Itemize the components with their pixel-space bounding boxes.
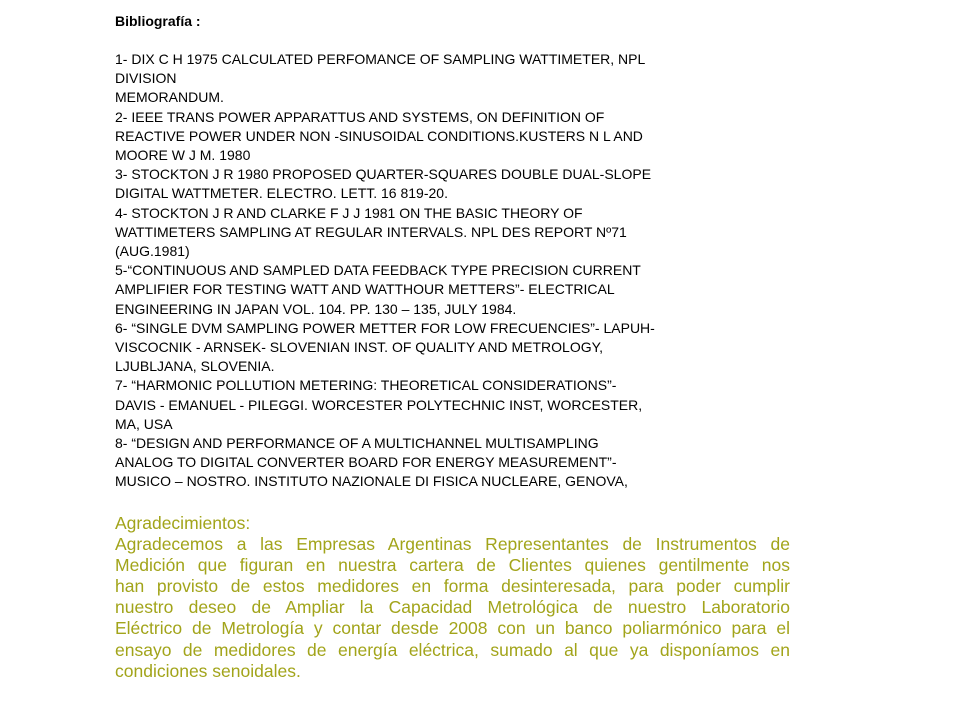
bibliography-line: REACTIVE POWER UNDER NON -SINUSOIDAL CONDITIONS.KUSTERS N L AND xyxy=(115,127,643,144)
bibliography-line: MEMORANDUM. xyxy=(115,89,224,106)
bibliography-title: Bibliografía : xyxy=(115,13,201,29)
bibliography-line: 7- “HARMONIC POLLUTION METERING: THEORETICAL CONSIDERATIONS”- xyxy=(115,377,617,394)
acknowledgements-line: condiciones senoidales. xyxy=(115,660,301,681)
bibliography-line: 2- IEEE TRANS POWER APPARATTUS AND SYSTEMS, ON DEFINITION OF xyxy=(115,108,605,125)
bibliography-line: 4- STOCKTON J R AND CLARKE F J J 1981 ON THE BASIC THEORY OF xyxy=(115,204,583,221)
bibliography-line: 5-“CONTINUOUS AND SAMPLED DATA FEEDBACK TYPE PRECISION CURRENT xyxy=(115,262,641,279)
acknowledgements-line: Medición que figuran en nuestra cartera de Clientes quienes gentilmente nos xyxy=(115,554,790,575)
bibliography-line: LJUBLJANA, SLOVENIA. xyxy=(115,358,275,375)
bibliography-line: (AUG.1981) xyxy=(115,243,190,260)
acknowledgements-line: Agradecemos a las Empresas Argentinas Representantes de Instrumentos de xyxy=(115,533,790,554)
bibliography-line: DIGITAL WATTMETER. ELECTRO. LETT. 16 819-20. xyxy=(115,185,448,202)
bibliography-line: ENGINEERING IN JAPAN VOL. 104. PP. 130 – 135, JULY 1984. xyxy=(115,300,517,317)
bibliography-line: 3- STOCKTON J R 1980 PROPOSED QUARTER-SQUARES DOUBLE DUAL-SLOPE xyxy=(115,166,652,183)
bibliography-line: VISCOCNIK - ARNSEK- SLOVENIAN INST. OF QUALITY AND METROLOGY, xyxy=(115,339,604,356)
bibliography-line: DAVIS - EMANUEL - PILEGGI. WORCESTER POLYTECHNIC INST, WORCESTER, xyxy=(115,396,643,413)
bibliography-line: MA, USA xyxy=(115,415,173,432)
acknowledgements-paragraph xyxy=(115,534,790,682)
bibliography-list xyxy=(115,50,790,492)
bibliography-line: AMPLIFIER FOR TESTING WATT AND WATTHOUR METTERS”- ELECTRICAL xyxy=(115,281,615,298)
acknowledgements-title: Agradecimientos: xyxy=(115,512,251,533)
acknowledgements-line: ensayo de medidores de energía eléctrica, sumado al que ya disponíamos en xyxy=(115,639,790,660)
acknowledgements-line: nuestro deseo de Ampliar la Capacidad Metrológica de nuestro Laboratorio xyxy=(115,597,790,618)
acknowledgements-line: han provisto de estos medidores en forma desinteresada, para poder cumplir xyxy=(115,576,790,597)
bibliography-line: MOORE W J M. 1980 xyxy=(115,147,251,164)
bibliography-line: DIVISION xyxy=(115,70,177,87)
bibliography-line: 1- DIX C H 1975 CALCULATED PERFOMANCE OF SAMPLING WATTIMETER, NPL xyxy=(115,51,646,67)
bibliography-line: MUSICO – NOSTRO. INSTITUTO NAZIONALE DI FISICA NUCLEARE, GENOVA, xyxy=(115,473,628,490)
acknowledgements-line: Eléctrico de Metrología y contar desde 2008 con un banco poliarmónico para el xyxy=(115,618,790,639)
document-page xyxy=(115,12,790,682)
bibliography-line: 6- “SINGLE DVM SAMPLING POWER METTER FOR LOW FRECUENCIES”- LAPUH- xyxy=(115,319,655,336)
bibliography-line: ANALOG TO DIGITAL CONVERTER BOARD FOR ENERGY MEASUREMENT”- xyxy=(115,454,617,471)
bibliography-line: 8- “DESIGN AND PERFORMANCE OF A MULTICHANNEL MULTISAMPLING xyxy=(115,435,599,452)
bibliography-line: WATTIMETERS SAMPLING AT REGULAR INTERVALS. NPL DES REPORT Nº71 xyxy=(115,223,627,240)
